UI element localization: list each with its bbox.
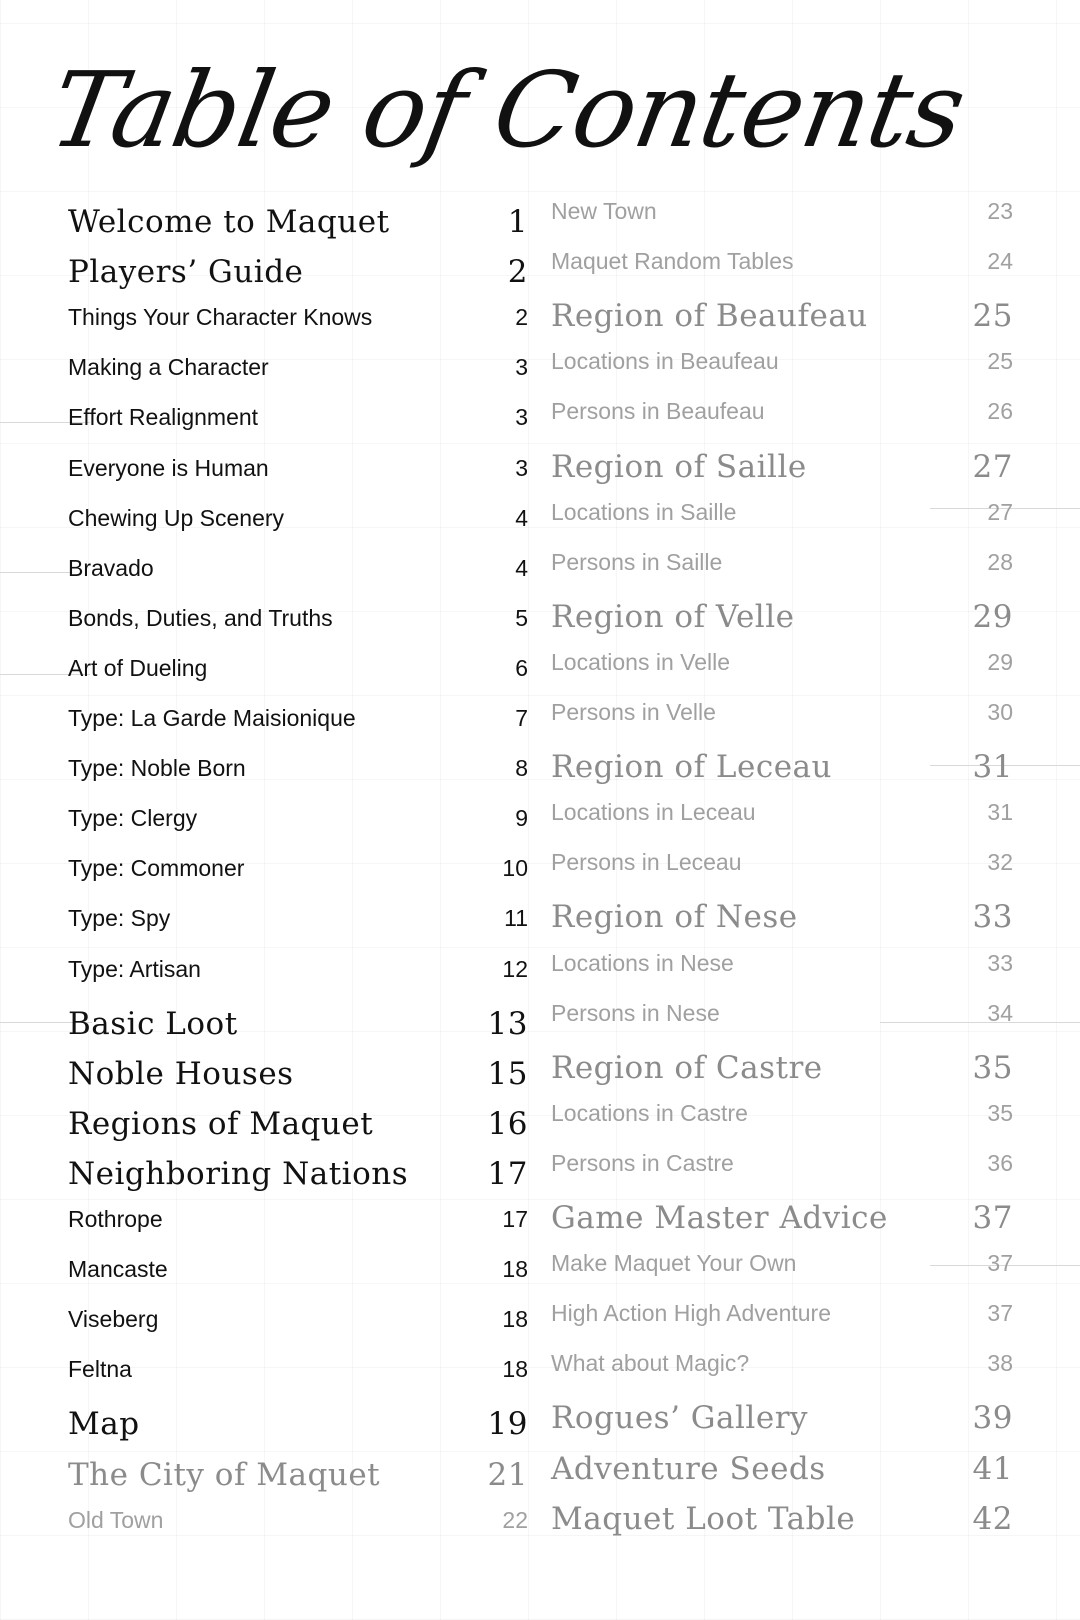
toc-entry-title: The City of Maquet (68, 1456, 381, 1493)
toc-entry-title: Persons in Beaufeau (551, 398, 765, 425)
toc-entry-title: Rothrope (68, 1206, 163, 1232)
toc-entry (551, 649, 1013, 676)
toc-entry (68, 555, 528, 582)
toc-entry (68, 204, 528, 240)
toc-entry (551, 1501, 1013, 1537)
toc-entry-title: Locations in Velle (551, 648, 731, 675)
toc-entry-title: Persons in Nese (551, 999, 720, 1026)
toc-entry (551, 799, 1013, 826)
toc-entry (68, 855, 528, 882)
toc-entry-title: Players’ Guide (68, 254, 304, 291)
toc-entry-page-number: 12 (502, 955, 528, 982)
toc-entry-title: Bravado (68, 554, 154, 581)
toc-entry-page-number: 38 (987, 1350, 1013, 1377)
toc-entry-page-number: 30 (987, 699, 1013, 725)
toc-entry-title: New Town (551, 198, 657, 224)
toc-entry-page-number: 11 (504, 905, 528, 932)
toc-entry (551, 1100, 1013, 1127)
toc-entry (551, 298, 1013, 334)
toc-entry-title: Region of Castre (551, 1049, 823, 1086)
toc-entry-title: Persons in Leceau (551, 849, 742, 876)
toc-entry (551, 1300, 1013, 1327)
toc-entry-page-number: 8 (515, 755, 528, 782)
toc-entry-page-number: 15 (487, 1055, 528, 1092)
toc-entry-page-number: 31 (972, 749, 1013, 786)
toc-entry-title: Feltna (68, 1356, 132, 1383)
toc-entry (68, 1156, 528, 1192)
toc-entry-page-number: 9 (515, 805, 528, 832)
toc-entry (68, 1406, 528, 1442)
toc-entry-title: Everyone is Human (68, 454, 269, 481)
toc-entry-title: Maquet Random Tables (551, 248, 794, 275)
grid-line (0, 572, 70, 573)
toc-entry-title: Locations in Castre (551, 1099, 748, 1126)
toc-entry-title: Region of Velle (551, 598, 795, 635)
toc-entry-page-number: 2 (515, 304, 528, 331)
toc-entry (68, 455, 528, 482)
toc-entry-title: Map (68, 1406, 140, 1443)
toc-entry-title: Region of Beaufeau (551, 298, 868, 335)
toc-entry (68, 1507, 528, 1534)
toc-entry (68, 956, 528, 983)
toc-entry (68, 905, 528, 932)
toc-entry (68, 605, 528, 632)
toc-entry-page-number: 35 (987, 1099, 1013, 1126)
toc-entry-title: Type: Noble Born (68, 755, 246, 782)
toc-entry-page-number: 4 (515, 554, 528, 581)
toc-entry-page-number: 37 (987, 1250, 1013, 1277)
toc-entry (551, 1350, 1013, 1377)
toc-entry (68, 354, 528, 381)
toc-entry-page-number: 32 (987, 849, 1013, 876)
toc-entry (551, 1250, 1013, 1277)
toc-entry-page-number: 34 (987, 999, 1013, 1026)
toc-entry-page-number: 19 (487, 1406, 528, 1443)
toc-entry-title: Type: Clergy (68, 805, 198, 832)
toc-entry-page-number: 33 (972, 899, 1013, 936)
toc-entry-page-number: 36 (987, 1149, 1013, 1176)
toc-entry-title: Rogues’ Gallery (551, 1400, 809, 1437)
toc-right-column (551, 0, 1013, 1620)
toc-entry-page-number: 33 (987, 949, 1013, 976)
toc-entry (68, 1256, 528, 1283)
toc-entry (551, 1000, 1013, 1027)
toc-entry (551, 348, 1013, 375)
toc-entry-page-number: 16 (487, 1105, 528, 1142)
toc-entry (68, 1106, 528, 1142)
toc-entry-title: Bonds, Duties, and Truths (68, 604, 333, 631)
toc-entry (551, 699, 1013, 726)
toc-entry-page-number: 18 (502, 1306, 528, 1333)
toc-entry-page-number: 26 (987, 398, 1013, 425)
toc-entry-title: Making a Character (68, 354, 269, 381)
toc-entry-page-number: 39 (972, 1400, 1013, 1437)
toc-entry-page-number: 21 (487, 1456, 528, 1493)
toc-entry (551, 198, 1013, 225)
page-title: Table of Contents (42, 49, 974, 171)
toc-entry-title: Type: La Garde Maisionique (68, 705, 356, 731)
toc-entry-page-number: 17 (502, 1206, 528, 1232)
toc-entry-title: Mancaste (68, 1256, 168, 1283)
toc-entry-page-number: 2 (507, 254, 528, 291)
toc-entry-title: Persons in Velle (551, 699, 716, 725)
toc-entry (551, 499, 1013, 526)
toc-entry-page-number: 27 (972, 448, 1013, 485)
toc-entry-title: Region of Leceau (551, 749, 833, 786)
toc-entry (68, 304, 528, 331)
toc-entry-title: Region of Nese (551, 899, 798, 936)
toc-entry (551, 1050, 1013, 1086)
toc-entry (551, 549, 1013, 576)
toc-entry-page-number: 22 (502, 1506, 528, 1533)
toc-left-column (68, 0, 528, 1620)
toc-entry (68, 1356, 528, 1383)
toc-entry (68, 1306, 528, 1333)
toc-entry-title: Type: Artisan (68, 955, 201, 982)
toc-entry-title: Things Your Character Knows (68, 304, 373, 331)
toc-entry-page-number: 17 (487, 1155, 528, 1192)
toc-entry-page-number: 29 (987, 648, 1013, 675)
toc-entry-page-number: 13 (487, 1005, 528, 1042)
toc-entry-page-number: 42 (972, 1500, 1013, 1537)
toc-entry-page-number: 25 (972, 298, 1013, 335)
toc-entry (68, 404, 528, 431)
toc-entry-title: What about Magic? (551, 1350, 750, 1377)
toc-entry-page-number: 18 (502, 1256, 528, 1283)
toc-entry-page-number: 3 (515, 454, 528, 481)
toc-entry-page-number: 37 (972, 1200, 1013, 1236)
toc-entry-title: Locations in Beaufeau (551, 348, 779, 375)
toc-entry-page-number: 23 (987, 198, 1013, 224)
toc-entry (68, 1006, 528, 1042)
toc-entry (551, 899, 1013, 935)
toc-entry-page-number: 4 (515, 504, 528, 531)
toc-entry-title: Welcome to Maquet (68, 204, 390, 240)
toc-entry (551, 398, 1013, 425)
toc-entry (551, 749, 1013, 785)
toc-entry-page-number: 29 (972, 598, 1013, 635)
toc-entry-title: Old Town (68, 1506, 164, 1533)
toc-entry-title: Locations in Leceau (551, 799, 756, 826)
toc-entry (68, 655, 528, 682)
toc-entry-page-number: 27 (987, 498, 1013, 525)
toc-entry-page-number: 5 (515, 604, 528, 631)
toc-entry (551, 1400, 1013, 1436)
toc-entry-title: Regions of Maquet (68, 1105, 374, 1142)
toc-entry-page-number: 7 (515, 705, 528, 731)
toc-entry (68, 1056, 528, 1092)
toc-entry-title: Maquet Loot Table (551, 1500, 856, 1537)
toc-entry-title: Region of Saille (551, 448, 807, 485)
toc-entry-title: Persons in Castre (551, 1149, 734, 1176)
toc-entry (68, 1457, 528, 1493)
toc-entry (68, 705, 528, 732)
toc-entry-page-number: 41 (972, 1450, 1013, 1487)
toc-entry (551, 599, 1013, 635)
toc-entry-page-number: 31 (987, 799, 1013, 826)
toc-entry-page-number: 37 (987, 1300, 1013, 1327)
toc-entry-title: Persons in Saille (551, 548, 723, 575)
toc-entry-page-number: 25 (987, 348, 1013, 375)
toc-entry-title: Chewing Up Scenery (68, 504, 285, 531)
toc-entry-title: Noble Houses (68, 1055, 294, 1092)
toc-entry-page-number: 18 (502, 1356, 528, 1383)
toc-entry-title: Neighboring Nations (68, 1155, 409, 1192)
toc-entry (551, 248, 1013, 275)
toc-entry-title: Game Master Advice (551, 1200, 888, 1236)
toc-entry-title: Basic Loot (68, 1005, 238, 1042)
toc-entry (551, 849, 1013, 876)
toc-entry-title: Art of Dueling (68, 654, 208, 681)
toc-entry (68, 254, 528, 290)
toc-entry-title: Adventure Seeds (551, 1450, 826, 1487)
toc-entry (68, 805, 528, 832)
toc-entry-title: Make Maquet Your Own (551, 1250, 797, 1277)
toc-entry-page-number: 3 (515, 404, 528, 431)
toc-entry-page-number: 35 (972, 1049, 1013, 1086)
toc-entry-page-number: 6 (515, 654, 528, 681)
toc-entry-title: Locations in Nese (551, 949, 734, 976)
toc-entry-title: Effort Realignment (68, 404, 259, 431)
toc-entry-page-number: 24 (987, 248, 1013, 275)
toc-entry (551, 449, 1013, 485)
toc-entry (551, 1150, 1013, 1177)
toc-entry-title: Locations in Saille (551, 498, 737, 525)
toc-entry (551, 1200, 1013, 1236)
toc-entry-title: Type: Spy (68, 905, 171, 932)
toc-entry (68, 755, 528, 782)
toc-entry-title: High Action High Adventure (551, 1300, 832, 1327)
toc-entry-page-number: 28 (987, 548, 1013, 575)
toc-entry-page-number: 1 (507, 204, 528, 240)
toc-entry-page-number: 3 (515, 354, 528, 381)
toc-entry (68, 1206, 528, 1233)
toc-entry-page-number: 10 (502, 855, 528, 882)
toc-entry-title: Type: Commoner (68, 855, 245, 882)
toc-entry (551, 1451, 1013, 1487)
toc-entry (68, 505, 528, 532)
toc-entry (551, 950, 1013, 977)
toc-entry-title: Viseberg (68, 1306, 159, 1333)
